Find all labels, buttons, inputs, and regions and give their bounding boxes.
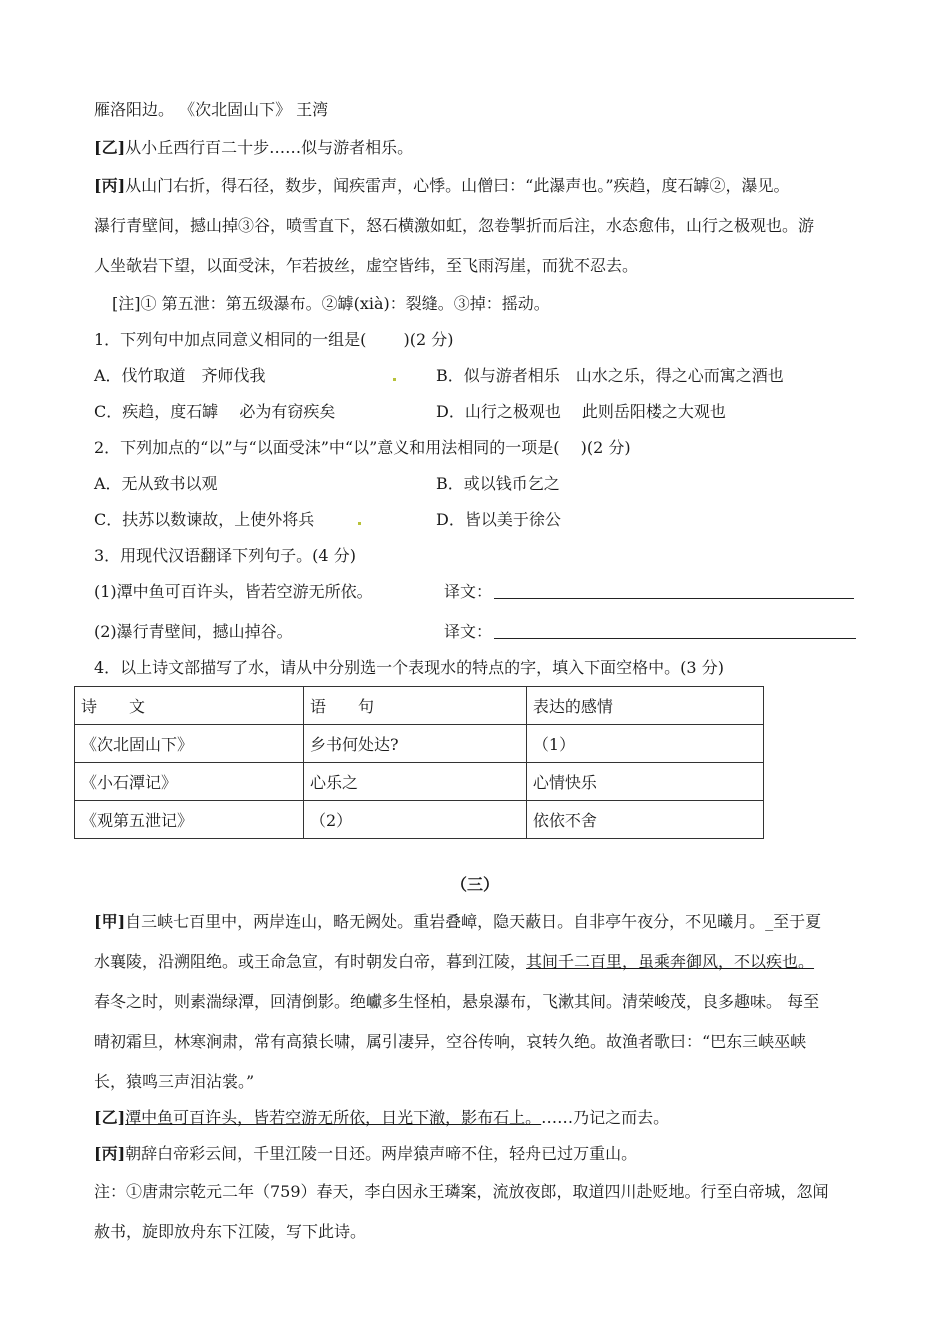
table-cell: 《次北固山下》 <box>75 725 304 763</box>
passage-jia-line-5: 长，猿鸣三声泪沾裳。” <box>94 1072 255 1091</box>
note-line-2: 赦书，旋即放舟东下江陵，写下此诗。 <box>94 1222 367 1241</box>
passage-text: 从小丘西行百二十步……似与游者相乐。 <box>125 138 414 157</box>
passage-yi-line <box>94 138 413 158</box>
section-heading: （三） <box>450 875 499 894</box>
question-2: 2．下列加点的“以”与“以面受沫”中“以”意义和用法相同的一项是( )(2 分) <box>94 438 631 457</box>
table-header-cell: 诗 文 <box>75 687 304 725</box>
poem-tail-line: 雁洛阳边。 《次北固山下》 王湾 <box>94 100 329 119</box>
q2-option-b: B．或以钱币乞之 <box>436 474 560 493</box>
q2-option-a: A．无从致书以观 <box>94 474 218 493</box>
passage-tag: [甲] <box>94 912 126 931</box>
passage-text: 水襄陵，沿溯阻绝。或王命急宣，有时朝发白帝，暮到江陵， <box>94 952 527 971</box>
table-cell: 《观第五泄记》 <box>75 801 304 839</box>
passage-text: 朝辞白帝彩云间，千里江陵一日还。两岸猿声啼不住，轻舟已过万重山。 <box>125 1144 638 1163</box>
table-header-cell: 表达的感情 <box>526 687 763 725</box>
passage-jia-line-1 <box>94 912 821 932</box>
translation-answer-line-1[interactable] <box>494 598 854 599</box>
passage-bing-line-3: 人坐欹岩下望，以面受沫，乍若披丝，虚空皆纬，至飞雨泻崖，而犹不忍去。 <box>94 256 639 275</box>
q1-option-a: A．伐竹取道 齐师伐我 <box>94 366 266 385</box>
table-header-row <box>75 687 764 725</box>
q2-option-c: C．扶苏以数谏故，上使外将兵 <box>94 510 315 529</box>
table-cell-blank[interactable]: （2） <box>303 801 526 839</box>
passage-tag: [丙] <box>94 1144 126 1163</box>
translation-answer-line-2[interactable] <box>494 638 856 639</box>
q3-sentence-1: (1)潭中鱼可百许头，皆若空游无所依。 <box>94 582 373 601</box>
passage-tag: [乙] <box>94 138 126 157</box>
translation-label-1: 译文： <box>444 582 493 601</box>
passage-jia-line-2 <box>94 952 814 972</box>
passage-bing-line-1 <box>94 176 790 196</box>
table-cell: 依依不舍 <box>526 801 763 839</box>
table-row <box>75 801 764 839</box>
passage-text: 从山门右折，得石径，数步，闻疾雷声，心悸。山僧曰：“此瀑声也。”疾趋，度石罅②，瀑见。 <box>125 176 790 195</box>
underlined-text: 其间千二百里，虽乘奔御风，不以疾也。 <box>526 952 815 971</box>
question-4: 4．以上诗文部描写了水，请从中分别选一个表现水的特点的字，填入下面空格中。(3 分) <box>94 658 724 677</box>
passage-jia-line-4: 晴初霜旦，林寒涧肃，常有高猿长啸，属引凄异，空谷传响，哀转久绝。故渔者歌曰：“巴东三峡巫峡 <box>94 1032 807 1051</box>
q1-option-d: D．山行之极观也 此则岳阳楼之大观也 <box>436 402 726 421</box>
passage-yi-line <box>94 1108 669 1128</box>
q1-option-c: C．疾趋，度石罅 必为有窃疾矣 <box>94 402 336 421</box>
table-header-cell: 语 句 <box>303 687 526 725</box>
table-cell: 《小石潭记》 <box>75 763 304 801</box>
note-line-1: 注：①唐肃宗乾元二年（759）春天，李白因永王璘案，流放夜郎，取道四川赴贬地。行至白帝城，忽闻 <box>94 1182 829 1201</box>
question-1: 1．下列句中加点同意义相同的一组是( )(2 分) <box>94 330 454 349</box>
passage-text: ……乃记之而去。 <box>541 1108 670 1127</box>
passage-bing-line-2: 瀑行青壁间，撼山掉③谷，喷雪直下，怒石横激如虹，忽卷掣折而后注，水态愈伟，山行之极观也。游 <box>94 216 815 235</box>
table-cell: 心情快乐 <box>526 763 763 801</box>
question-3: 3．用现代汉语翻译下列句子。(4 分) <box>94 546 356 565</box>
underlined-text: 潭中鱼可百许头，皆若空游无所依，日光下澈，影布石上。 <box>125 1108 542 1127</box>
table-row <box>75 725 764 763</box>
translation-label-2: 译文： <box>444 622 493 641</box>
passage-text: 自三峡七百里中，两岸连山，略无阙处。重岩叠嶂，隐天蔽日。自非亭午夜分，不见曦月。_至于夏 <box>125 912 822 931</box>
passage-tag: [乙] <box>94 1108 126 1127</box>
passage-tag: [丙] <box>94 176 126 195</box>
passage-bing-poem <box>94 1144 637 1164</box>
table-cell: 乡书何处达? <box>303 725 526 763</box>
q2-option-d: D．皆以美于徐公 <box>436 510 561 529</box>
table-row <box>75 763 764 801</box>
emphasis-dot <box>358 522 361 525</box>
table-cell: 心乐之 <box>303 763 526 801</box>
q3-sentence-2: (2)瀑行青壁间，撼山掉谷。 <box>94 622 293 641</box>
table-cell-blank[interactable]: （1） <box>526 725 763 763</box>
emphasis-dot <box>393 378 396 381</box>
answer-table <box>74 686 764 839</box>
annotation-line: [注]① 第五泄：第五级瀑布。②罅(xià)：裂缝。③掉：摇动。 <box>112 294 550 313</box>
q1-option-b: B．似与游者相乐 山水之乐，得之心而寓之酒也 <box>436 366 784 385</box>
passage-jia-line-3: 春冬之时，则素湍绿潭，回清倒影。绝巘多生怪柏，悬泉瀑布，飞漱其间。清荣峻茂，良多趣味。 每至 <box>94 992 820 1011</box>
